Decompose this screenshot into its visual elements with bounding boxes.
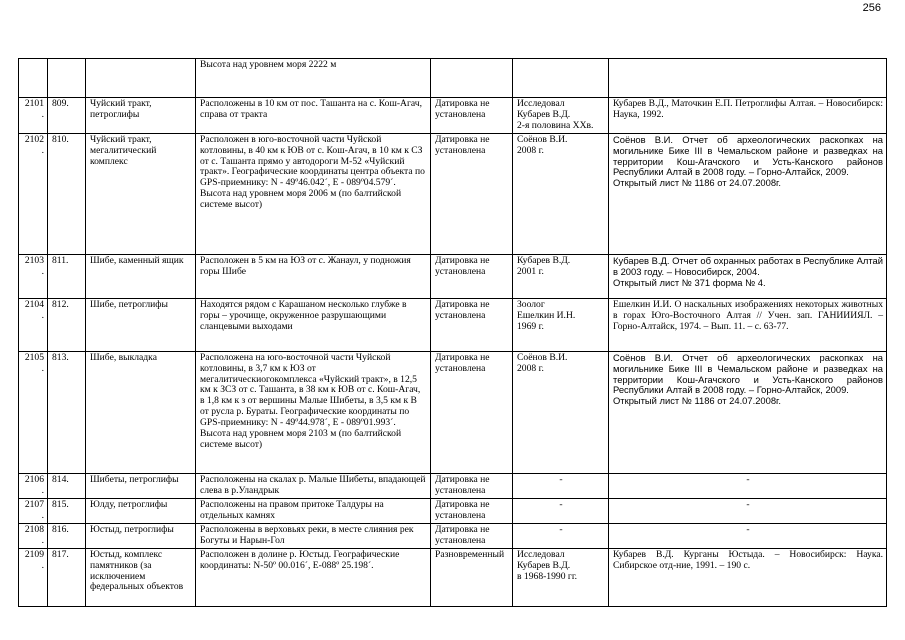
cell-name: Чуйский тракт, мегалитический комплекс xyxy=(86,133,196,254)
research-line: Исследовал xyxy=(517,548,565,560)
research-line: Кубарев В.Д. xyxy=(517,108,571,120)
cell-dating: Датировка не установлена xyxy=(431,254,513,298)
cell-name: Юлду, петроглифы xyxy=(86,498,196,523)
cell-number-2: 816. xyxy=(48,523,86,548)
cell-dating: Датировка не установлена xyxy=(431,133,513,254)
literature-line: Открытый лист № 1186 от 24.07.2008г. xyxy=(613,395,781,407)
cell-number-1: 2108. xyxy=(19,523,48,548)
page-number: 256 xyxy=(862,2,881,14)
research-line: Кубарев В.Д. xyxy=(517,254,571,266)
research-line: Соёнов В.И. xyxy=(517,351,568,363)
cell-research xyxy=(513,351,609,473)
cell-description: Расположена на юго-восточной части Чуйской котловины, в 3,7 км к ЮЗ от мегалитическиогокомплекса «Чуйский тракт», в 12,5 км к ЗСЗ от с. Ташанта, в 38 км к ЮВ от с. Кош-Агач, в 1,8 км к з от вершины Малые Шибеты, в 3,5 км к В от русла р. Бураты. Географические координаты по GPS-приемнику: N - 49º44.978´, E - 089º01.993´. Высота над уровнем моря 2103 м (по балтийской системе высот) xyxy=(196,351,431,473)
cell-number-1: 2107. xyxy=(19,498,48,523)
table-row xyxy=(19,473,887,498)
cell-dating: Датировка не установлена xyxy=(431,523,513,548)
cell-number-1: 2106. xyxy=(19,473,48,498)
table-row xyxy=(19,548,887,606)
cell-number-1: 2102. xyxy=(19,133,48,254)
cell-number-2 xyxy=(48,59,86,98)
research-line: 1969 г. xyxy=(517,320,544,332)
cell-research xyxy=(513,133,609,254)
literature-line: Открытый лист № 371 форма № 4. xyxy=(613,276,766,288)
cell-literature xyxy=(609,548,887,606)
cell-research xyxy=(513,59,609,98)
cell-name: Чуйский тракт, петроглифы xyxy=(86,98,196,134)
cell-literature xyxy=(609,254,887,298)
cell-literature xyxy=(609,473,887,498)
table-row xyxy=(19,254,887,298)
cell-literature xyxy=(609,98,887,134)
cell-dating: Разновременный xyxy=(431,548,513,606)
cell-name: Шибеты, петроглифы xyxy=(86,473,196,498)
cell-number-2: 815. xyxy=(48,498,86,523)
cell-number-2: 814. xyxy=(48,473,86,498)
cell-research xyxy=(513,473,609,498)
research-line: 2-я половина XXв. xyxy=(517,119,594,131)
cell-number-1: 2105. xyxy=(19,351,48,473)
cell-literature xyxy=(609,133,887,254)
table-row xyxy=(19,98,887,134)
cell-name: Шибе, выкладка xyxy=(86,351,196,473)
literature-line: Соёнов В.И. Отчет об археологических раскопках на могильнике Бике III в Чемальском районе и разведках на территории Кош-Агачского и Усть-Канского районов Республики Алтай в 2008 году. – Горно-Алтайск, 2009. xyxy=(613,351,883,396)
literature-line: Кубарев В.Д. Курганы Юстыда. – Новосибирск: Наука. Сибирское отд-ние, 1991. – 190 с. xyxy=(613,548,883,571)
cell-literature xyxy=(609,298,887,351)
cell-dating: Датировка не установлена xyxy=(431,351,513,473)
research-line: - xyxy=(559,498,563,510)
cell-description: Высота над уровнем моря 2222 м xyxy=(196,59,431,98)
cell-number-1 xyxy=(19,59,48,98)
cell-number-2: 813. xyxy=(48,351,86,473)
cell-description: Расположены на скалах р. Малые Шибеты, впадающей слева в р.Уландрык xyxy=(196,473,431,498)
cell-dating: Датировка не установлена xyxy=(431,98,513,134)
literature-line: Кубарев В.Д. Отчет об охранных работах в Республике Алтай в 2003 году. – Новосибирск, 2004. xyxy=(613,254,883,277)
research-line: - xyxy=(559,473,563,485)
cell-research xyxy=(513,548,609,606)
cell-description: Расположены на правом притоке Талдуры на отдельных камнях xyxy=(196,498,431,523)
table-row xyxy=(19,298,887,351)
cell-description: Расположен в 5 км на ЮЗ от с. Жанаул, у подножия горы Шибе xyxy=(196,254,431,298)
cell-literature xyxy=(609,59,887,98)
research-line: Кубарев В.Д. xyxy=(517,559,571,571)
literature-line: - xyxy=(746,473,750,485)
cell-description: Расположены в верховьях реки, в месте слияния рек Богуты и Нарын-Гол xyxy=(196,523,431,548)
cell-number-2: 811. xyxy=(48,254,86,298)
cell-dating: Датировка не установлена xyxy=(431,298,513,351)
cell-literature xyxy=(609,498,887,523)
cell-name: Шибе, каменный ящик xyxy=(86,254,196,298)
cell-description: Расположен в юго-восточной части Чуйской котловины, в 40 км к ЮВ от с. Кош-Агач, в 10 км к СЗ от с. Ташанта прямо у автодороги М-52 «Чуйский тракт». Географические координаты центра объекта по GPS-приемнику: N - 49º46.042´, E - 089º04.579´. Высота над уровнем моря 2006 м (по балтийской системе высот) xyxy=(196,133,431,254)
cell-number-1: 2103. xyxy=(19,254,48,298)
research-line: Зоолог xyxy=(517,298,545,310)
research-line: - xyxy=(559,523,563,535)
cell-dating: Датировка не установлена xyxy=(431,498,513,523)
cell-literature xyxy=(609,351,887,473)
cell-research xyxy=(513,98,609,134)
research-line: в 1968-1990 гг. xyxy=(517,570,578,582)
cell-description: Находятся рядом с Карашаном несколько глубже в горы – урочище, окруженное разрушающими сланцевыми выходами xyxy=(196,298,431,351)
cell-name: Юстыд, петроглифы xyxy=(86,523,196,548)
cell-description: Расположен в долине р. Юстыд. Географические координаты: N-50º 00.016´, E-088º 25.198´. xyxy=(196,548,431,606)
research-line: Ешелкин И.Н. xyxy=(517,309,576,321)
research-line: Соёнов В.И. xyxy=(517,133,568,145)
cell-number-2: 810. xyxy=(48,133,86,254)
research-line: Исследовал xyxy=(517,98,565,109)
literature-line: Кубарев В.Д., Маточкин Е.П. Петроглифы Алтая. – Новосибирск: Наука, 1992. xyxy=(613,98,883,120)
cell-description: Расположены в 10 км от пос. Ташанта на с. Кош-Агач, справа от тракта xyxy=(196,98,431,134)
table-row xyxy=(19,498,887,523)
literature-line: Ешелкин И.И. О наскальных изображениях некоторых животных в горах Юго-Восточного Алтая // Учен. зап. ГАНИИИЯЛ. – Горно-Алтайск, 1974. – Вып. 11. – с. 63-77. xyxy=(613,298,883,332)
table-row xyxy=(19,133,887,254)
literature-line: - xyxy=(746,498,750,510)
table-body xyxy=(19,59,887,607)
cell-dating xyxy=(431,59,513,98)
cell-number-1: 2101. xyxy=(19,98,48,134)
cell-research xyxy=(513,298,609,351)
cell-name: Шибе, петроглифы xyxy=(86,298,196,351)
table-row xyxy=(19,523,887,548)
cell-number-1: 2109. xyxy=(19,548,48,606)
literature-line: - xyxy=(746,523,750,535)
research-line: 2008 г. xyxy=(517,144,544,156)
cell-name: Юстыд, комплекс памятников (за исключением федеральных объектов xyxy=(86,548,196,606)
cell-literature xyxy=(609,523,887,548)
cell-number-2: 817. xyxy=(48,548,86,606)
literature-line: Соёнов В.И. Отчет об археологических раскопках на могильнике Бике III в Чемальском районе и разведках на территории Кош-Агачского и Усть-Канского районов Республики Алтай в 2008 году. – Горно-Алтайск, 2009. xyxy=(613,133,883,178)
cell-research xyxy=(513,254,609,298)
cell-research xyxy=(513,523,609,548)
cell-dating: Датировка не установлена xyxy=(431,473,513,498)
monuments-register-table xyxy=(18,58,887,607)
table-row xyxy=(19,351,887,473)
literature-line: Открытый лист № 1186 от 24.07.2008г. xyxy=(613,177,781,189)
cell-research xyxy=(513,498,609,523)
cell-number-2: 812. xyxy=(48,298,86,351)
cell-number-2: 809. xyxy=(48,98,86,134)
cell-name xyxy=(86,59,196,98)
research-line: 2001 г. xyxy=(517,265,544,277)
cell-number-1: 2104. xyxy=(19,298,48,351)
table-row-continuation xyxy=(19,59,887,98)
research-line: 2008 г. xyxy=(517,362,544,374)
